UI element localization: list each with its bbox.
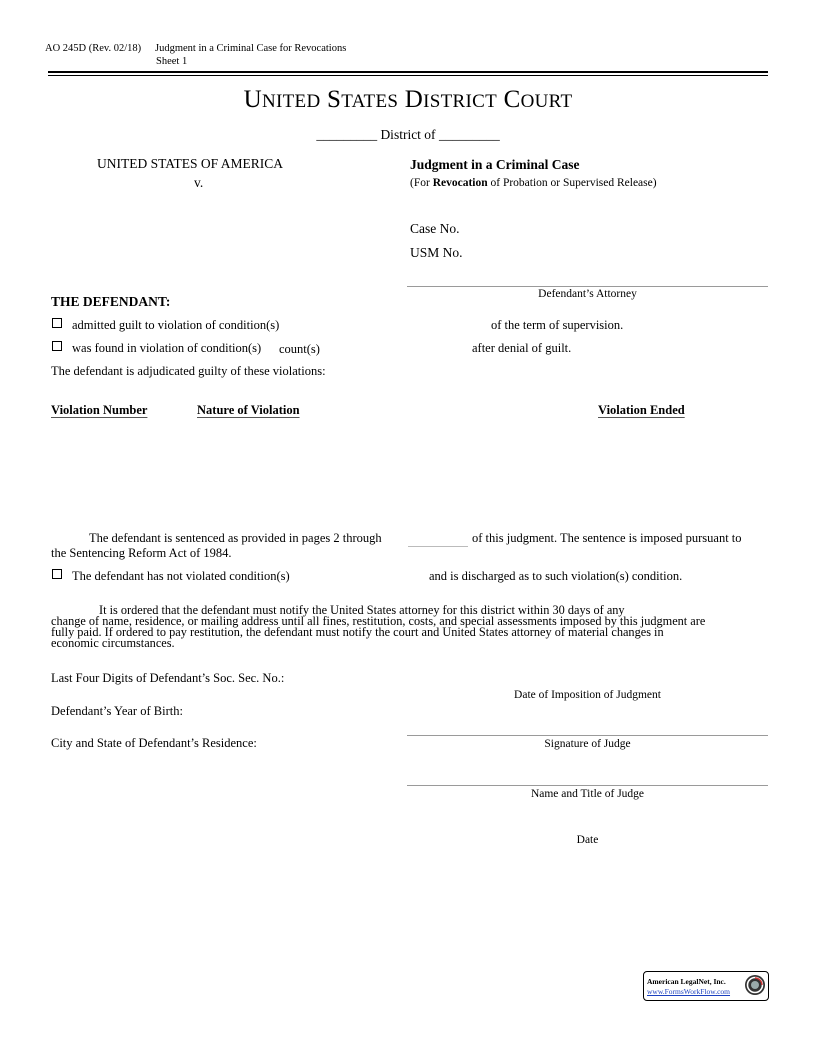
publisher-link[interactable]: www.FormsWorkFlow.com bbox=[647, 987, 731, 996]
admitted-suffix: of the term of supervision. bbox=[491, 318, 624, 332]
publisher-name: American LegalNet, Inc. bbox=[647, 977, 726, 986]
admitted-guilt-checkbox[interactable] bbox=[52, 318, 62, 328]
district-blank-1[interactable]: _________ bbox=[316, 127, 378, 142]
adjudicated-statement: The defendant is adjudicated guilty of these violations: bbox=[51, 364, 326, 378]
court-title: UNITED STATES DISTRICT COURT bbox=[243, 86, 573, 113]
attorney-label: Defendant’s Attorney bbox=[538, 288, 637, 300]
publisher-logo bbox=[643, 971, 769, 1001]
col-violation-number: Violation Number bbox=[51, 403, 148, 417]
found-counts: count(s) bbox=[279, 342, 320, 356]
col-violation-ended: Violation Ended bbox=[598, 403, 685, 417]
judge-name-label: Name and Title of Judge bbox=[530, 788, 645, 800]
judgment-title: Judgment in a Criminal Case bbox=[410, 157, 580, 172]
residence-label: City and State of Defendant’s Residence: bbox=[51, 736, 257, 750]
defendant-heading: THE DEFENDANT: bbox=[51, 294, 171, 309]
order-line-3: fully paid. If ordered to pay restitution, the defendant must notify the court and United States attorney of material changes in bbox=[51, 625, 664, 639]
pages-through-field[interactable] bbox=[408, 546, 468, 547]
date-label: Date bbox=[576, 834, 599, 846]
district-line: _________ District of _________ bbox=[316, 127, 500, 142]
header-rule-thick bbox=[48, 71, 768, 73]
sentence-line-2: the Sentencing Reform Act of 1984. bbox=[51, 546, 232, 560]
discharged-text: and is discharged as to such violation(s) condition. bbox=[429, 569, 683, 583]
admitted-guilt-row: admitted guilt to violation of condition(s) bbox=[52, 318, 279, 333]
imposition-date-label: Date of Imposition of Judgment bbox=[514, 689, 661, 701]
col-nature-of-violation: Nature of Violation bbox=[197, 403, 300, 417]
order-line-4: economic circumstances. bbox=[51, 636, 175, 650]
form-title: Judgment in a Criminal Case for Revocations bbox=[155, 43, 347, 54]
found-violation-checkbox[interactable] bbox=[52, 341, 62, 351]
case-no-label: Case No. bbox=[410, 221, 460, 236]
globe-icon bbox=[744, 974, 766, 996]
usm-no-label: USM No. bbox=[410, 245, 463, 260]
birth-year-label: Defendant’s Year of Birth: bbox=[51, 704, 183, 718]
judge-signature-label: Signature of Judge bbox=[544, 738, 631, 750]
ssn-label: Last Four Digits of Defendant’s Soc. Sec. No.: bbox=[51, 671, 285, 685]
found-violation-row: was found in violation of condition(s) bbox=[52, 341, 261, 356]
judgment-subtitle: (For Revocation of Probation or Supervised Release) bbox=[410, 177, 657, 189]
judge-name-line[interactable] bbox=[407, 785, 768, 786]
not-violated-checkbox[interactable] bbox=[52, 569, 62, 579]
sentence-line-1a: The defendant is sentenced as provided in pages 2 through bbox=[89, 531, 382, 545]
not-violated-row: The defendant has not violated condition(s) bbox=[52, 569, 290, 584]
plaintiff-name: UNITED STATES OF AMERICA bbox=[97, 156, 284, 171]
attorney-signature-line[interactable] bbox=[407, 286, 768, 287]
sentence-line-1b: of this judgment. The sentence is imposed pursuant to bbox=[472, 531, 742, 545]
order-line-1: It is ordered that the defendant must notify the United States attorney for this district within 30 days of any bbox=[99, 603, 625, 617]
versus: v. bbox=[194, 175, 204, 190]
form-code: AO 245D (Rev. 02/18) bbox=[45, 43, 142, 54]
found-suffix: after denial of guilt. bbox=[472, 341, 572, 355]
header-rule-thin bbox=[48, 75, 768, 76]
judge-signature-line[interactable] bbox=[407, 735, 768, 736]
order-line-2: change of name, residence, or mailing address until all fines, restitution, costs, and special assessments imposed by this judgment are bbox=[51, 614, 706, 628]
sheet-number: Sheet 1 bbox=[156, 56, 188, 67]
district-blank-2[interactable]: _________ bbox=[438, 127, 500, 142]
